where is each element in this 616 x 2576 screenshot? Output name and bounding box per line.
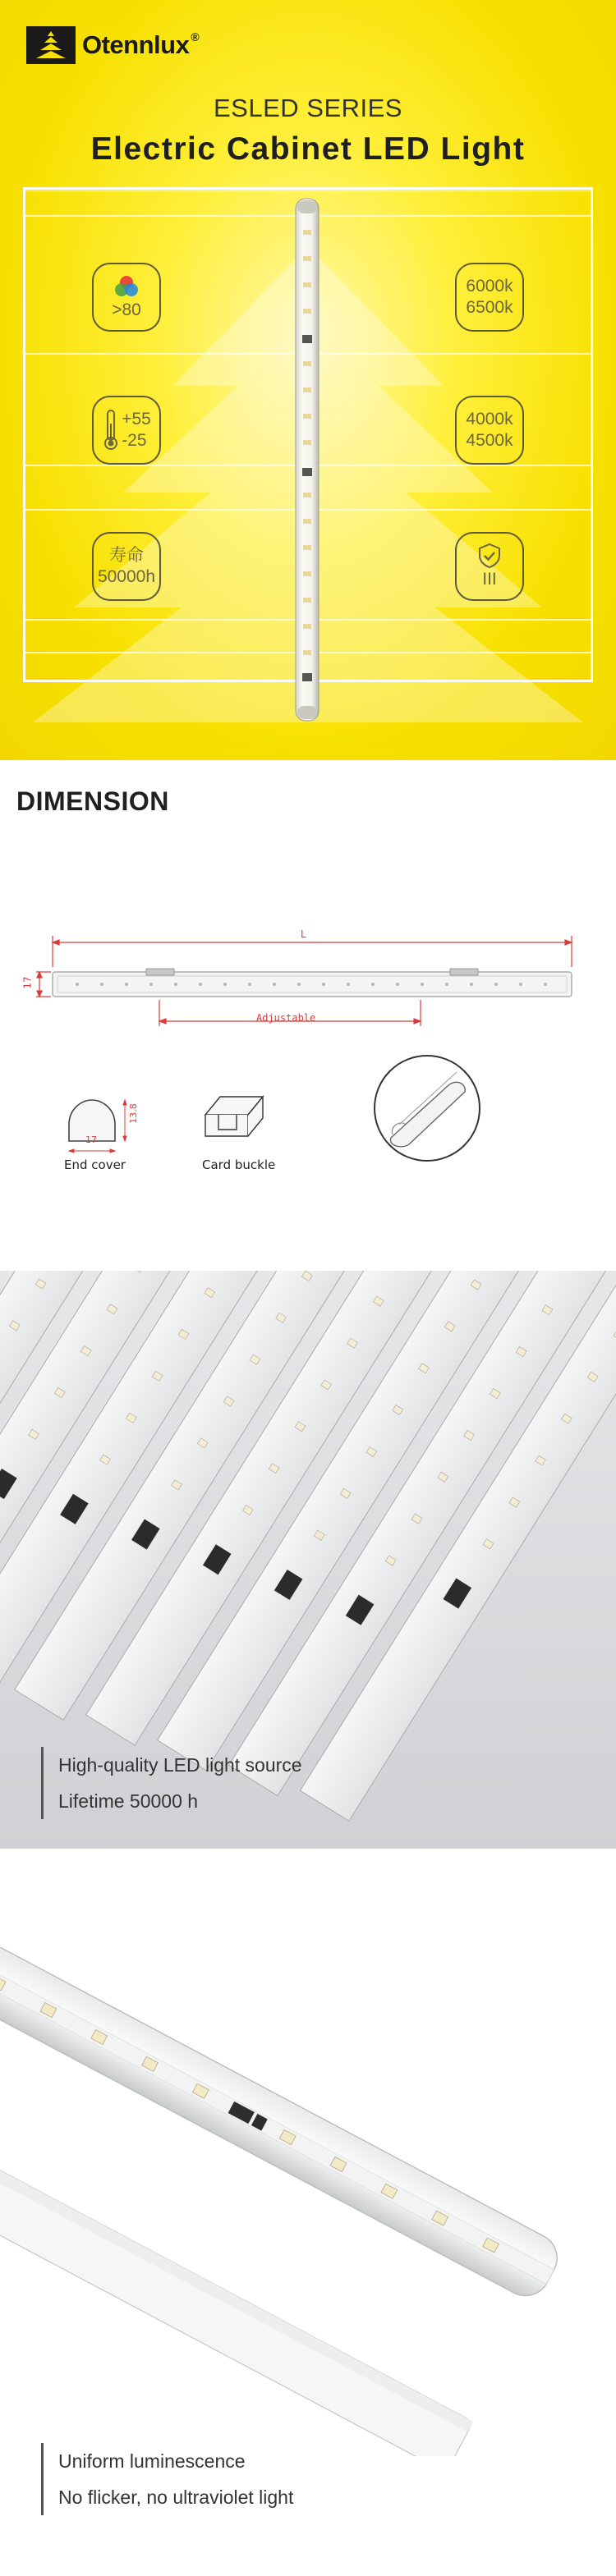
feature-block-uniform [41,2443,293,2515]
dimension-heading: DIMENSION [16,786,169,816]
cct-high-badge [455,263,524,332]
thermometer-icon [102,409,120,451]
end-cover-caption: End cover [64,1157,126,1172]
cct-4500k: 4500k [466,431,513,450]
feature-light-source: High-quality LED light source [58,1754,302,1776]
feature-uniform-luminescence: Uniform luminescence [58,2450,246,2472]
end-cover-height: 13.8 [127,1103,139,1124]
temp-min: -25 [122,431,147,450]
logo-icon [26,26,76,64]
feature-lifetime: Lifetime 50000 h [58,1790,199,1812]
frame-line [23,187,25,682]
end-cover-drawing [69,1100,126,1153]
cct-6000k: 6000k [466,277,513,296]
cri-value: >80 [112,300,141,319]
cct-low-badge [455,396,524,465]
tube-closeup-section [0,1849,616,2576]
height-label: 17 [21,976,34,989]
page-title: Electric Cabinet LED Light [90,131,526,167]
frame-line [23,187,593,190]
hero-banner [0,0,616,760]
card-buckle-drawing [205,1097,263,1136]
cct-4000k: 4000k [466,410,513,429]
adjustable-label: Adjustable [256,1012,316,1024]
brand-name: Otennlux ® [82,30,200,59]
series-label: ESLED SERIES [214,94,402,122]
cct-6500k: 6500k [466,298,513,317]
safety-class-badge [455,532,524,601]
feature-no-flicker: No flicker, no ultraviolet light [58,2487,294,2508]
temperature-badge [92,396,161,465]
frame-line [591,187,593,682]
card-buckle-caption: Card buckle [202,1157,276,1172]
length-label: L [301,928,306,940]
lifetime-badge [92,532,161,601]
temp-max: +55 [122,410,151,429]
rgb-color-icon [112,273,141,300]
safety-class-value: III [482,570,497,589]
feature-block-light-source [41,1747,302,1819]
brand-logo[interactable] [26,26,199,64]
led-tube-image [292,197,322,722]
cri-badge [92,263,161,332]
tube-closeup-image [0,1947,616,2456]
lifetime-value: 50000h [97,567,156,586]
profile-detail-drawing [375,1056,480,1161]
shield-check-icon [477,543,502,569]
end-cover-width: 17 [85,1134,97,1145]
lifetime-label: 寿命 [109,546,144,565]
led-boards-section [0,1271,616,1849]
